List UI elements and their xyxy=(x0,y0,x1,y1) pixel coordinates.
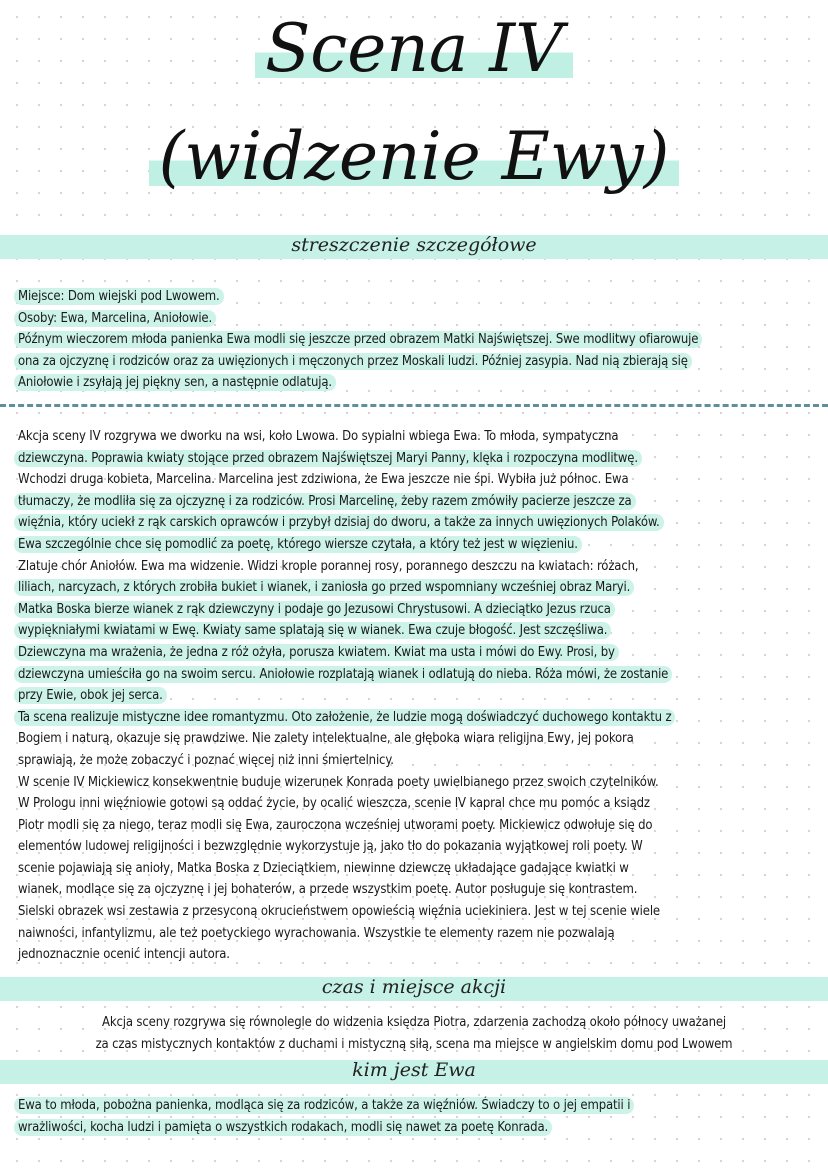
text-line xyxy=(18,620,675,642)
text: Miejsce: Dom wiejski pod Lwowem. xyxy=(14,288,224,305)
intro-line xyxy=(18,286,702,308)
text-line xyxy=(18,901,675,923)
text: Bogiem i naturą, okazuje się prawdziwe. Nie zalety intelektualne, ale głęboka wiara religijna Ewy, jej pokora xyxy=(18,731,634,747)
text: W Prologu inni więźniowie gotowi są oddać życie, by ocalić wieszcza, scenie IV kapral chce mu pomóc a ksiądz xyxy=(18,796,650,812)
title-text: (widzenie Ewy) xyxy=(149,118,680,195)
text-line xyxy=(18,448,675,470)
text-line xyxy=(18,750,675,772)
text: ona za ojczyznę i rodziców oraz za uwięzionych i męczonych przez Moskali ludzi. Później zasypia. Nad nią zbierają się xyxy=(14,353,692,370)
intro-block xyxy=(18,286,702,394)
text-line xyxy=(18,426,675,448)
text-line xyxy=(18,836,675,858)
title-text: Scena IV xyxy=(255,10,573,87)
text-line xyxy=(18,685,675,707)
text-line xyxy=(18,1095,634,1117)
text: więźnia, który uciekł z rąk carskich oprawców i przybył dzisiaj do dworu, a także za innych uwięzionych Polaków. xyxy=(14,514,664,531)
text: jednoznacznie ocenić intencji autora. xyxy=(18,947,230,963)
text: Wchodzi druga kobieta, Marcelina. Marcelina jest zdziwiona, że Ewa jeszcze nie śpi. Wybiła już północ. Ewa xyxy=(18,472,629,488)
text: wrażliwości, kocha ludzi i pamięta o wszystkich rodakach, modli się nawet za poetę Konrada. xyxy=(14,1119,552,1136)
page-title-line-1 xyxy=(0,10,828,87)
text: Osoby: Ewa, Marcelina, Aniołowie. xyxy=(14,310,216,327)
text-line xyxy=(18,923,675,945)
text: elementów ludowej religijności i bezwzględnie wykorzystuje ją, jako tło do pokazania wyjątkowej roli poety. W xyxy=(18,839,643,855)
text-line xyxy=(18,664,675,686)
intro-line xyxy=(18,351,702,373)
text: Ewa szczególnie chce się pomodlić za poetę, którego wiersze czytała, a który też jest w więzieniu. xyxy=(14,536,582,553)
text: Matka Boska bierze wianek z rąk dziewczyny i podaje go Jezusowi Chrystusowi. A dzieciątko Jezus rzuca xyxy=(14,601,615,618)
text: sprawiają, że może zobaczyć i poznać więcej niż inni śmiertelnicy. xyxy=(18,752,394,768)
intro-line xyxy=(18,329,702,351)
text-line xyxy=(18,772,675,794)
text-line xyxy=(18,944,675,966)
text-line xyxy=(18,1117,634,1139)
dashed-divider xyxy=(0,404,828,407)
text-line xyxy=(18,556,675,578)
text: przy Ewie, obok jej serca. xyxy=(14,687,167,704)
text: dziewczyna umieściła go na swoim sercu. Aniołowie rozplatają wianek i odlatują do nieba. Róża mówi, że zostanie xyxy=(14,666,672,683)
text: dziewczyna. Poprawia kwiaty stojące przed obrazem Najświętszej Maryi Panny, klęka i rozpoczyna modlitwę. xyxy=(14,450,642,467)
text-line xyxy=(18,642,675,664)
text-line xyxy=(18,879,675,901)
who-block xyxy=(18,1095,634,1138)
text: Ta scena realizuje mistyczne idee romantyzmu. Oto założenie, że ludzie mogą doświadczyć duchowego kontaktu z xyxy=(14,709,675,726)
main-text-block xyxy=(18,426,675,966)
text-line xyxy=(18,707,675,729)
text-line xyxy=(18,815,675,837)
text-line xyxy=(18,858,675,880)
text: Późnym wieczorem młoda panienka Ewa modli się jeszcze przed obrazem Matki Najświętszej. Swe modlitwy ofiarowuje xyxy=(14,331,702,348)
text: tłumaczy, że modliła się za ojczyznę i za rodziców. Prosi Marcelinę, żeby razem zmówiły pacierze jeszcze za xyxy=(14,493,636,510)
text: Dziewczyna ma wrażenia, że jedna z róż ożyła, porusza kwiatem. Kwiat ma usta i mówi do Ewy. Prosi, by xyxy=(14,644,619,661)
text-line: za czas mistycznych kontaktów z duchami i mistyczną siłą, scena ma miejsce w angielskim domu pod Lwowem xyxy=(95,1036,733,1052)
text-line xyxy=(18,793,675,815)
text: Aniołowie i zsyłają jej piękny sen, a następnie odlatują. xyxy=(14,374,336,391)
text: Ewa to młoda, pobożna panienka, modląca się za rodziców, a także za więźniów. Świadczy to o jej empatii i xyxy=(14,1097,634,1114)
text: W scenie IV Mickiewicz konsekwentnie buduje wizerunek Konrada poety uwielbianego przez swoich czytelników. xyxy=(18,774,659,790)
text: Sielski obrazek wsi zestawia z przesyconą okrucieństwem opowieścią więźnia uciekiniera. Jest w tej scenie wiele xyxy=(18,904,660,920)
text: Zlatuje chór Aniołów. Ewa ma widzenie. Widzi krople porannej rosy, porannego deszczu na kwiatach: różach, xyxy=(18,558,639,574)
summary-heading: streszczenie szczegółowe xyxy=(291,234,537,256)
intro-line xyxy=(18,372,702,394)
who-heading: kim jest Ewa xyxy=(352,1059,476,1081)
text-line xyxy=(18,534,675,556)
text-line xyxy=(18,577,675,599)
text-line xyxy=(18,512,675,534)
text: wypiękniałymi kwiatami w Ewę. Kwiaty same splatają się w wianek. Ewa czuje błogość. Jest szczęśliwa. xyxy=(14,622,611,639)
intro-line xyxy=(18,308,702,330)
text-line xyxy=(18,469,675,491)
text-line: Akcja sceny rozgrywa się równolegle do widzenia księdza Piotra, zdarzenia zachodzą około północy uważanej xyxy=(102,1015,726,1030)
text: scenie pojawiają się anioły, Matka Boska z Dzieciątkiem, niewinne dziewczę układające gadające kwiatki w xyxy=(18,860,629,876)
time-place-heading: czas i miejsce akcji xyxy=(321,976,507,998)
page-title-line-2 xyxy=(0,118,828,195)
text: wianek, modlące się za ojczyznę i jej bohaterów, a przede wszystkim poetę. Autor posługuje się kontrastem. xyxy=(18,882,638,898)
text: naiwności, infantylizmu, ale też poetyckiego wyrachowania. Wszystkie te elementy razem nie pozwalają xyxy=(18,925,615,941)
text: liliach, narcyzach, z których zrobiła bukiet i wianek, i zaniosła go przed wspomniany wcześniej obraz Maryi. xyxy=(14,579,634,596)
text: Piotr modli się za niego, teraz modli się Ewa, zauroczona wcześniej utworami poety. Mickiewicz odwołuje się do xyxy=(18,817,653,833)
text: Akcja sceny IV rozgrywa we dworku na wsi, koło Lwowa. Do sypialni wbiega Ewa. To młoda, sympatyczna xyxy=(18,429,619,444)
text-line xyxy=(18,728,675,750)
text-line xyxy=(18,599,675,621)
text-line xyxy=(18,491,675,513)
time-place-block xyxy=(18,1012,810,1055)
